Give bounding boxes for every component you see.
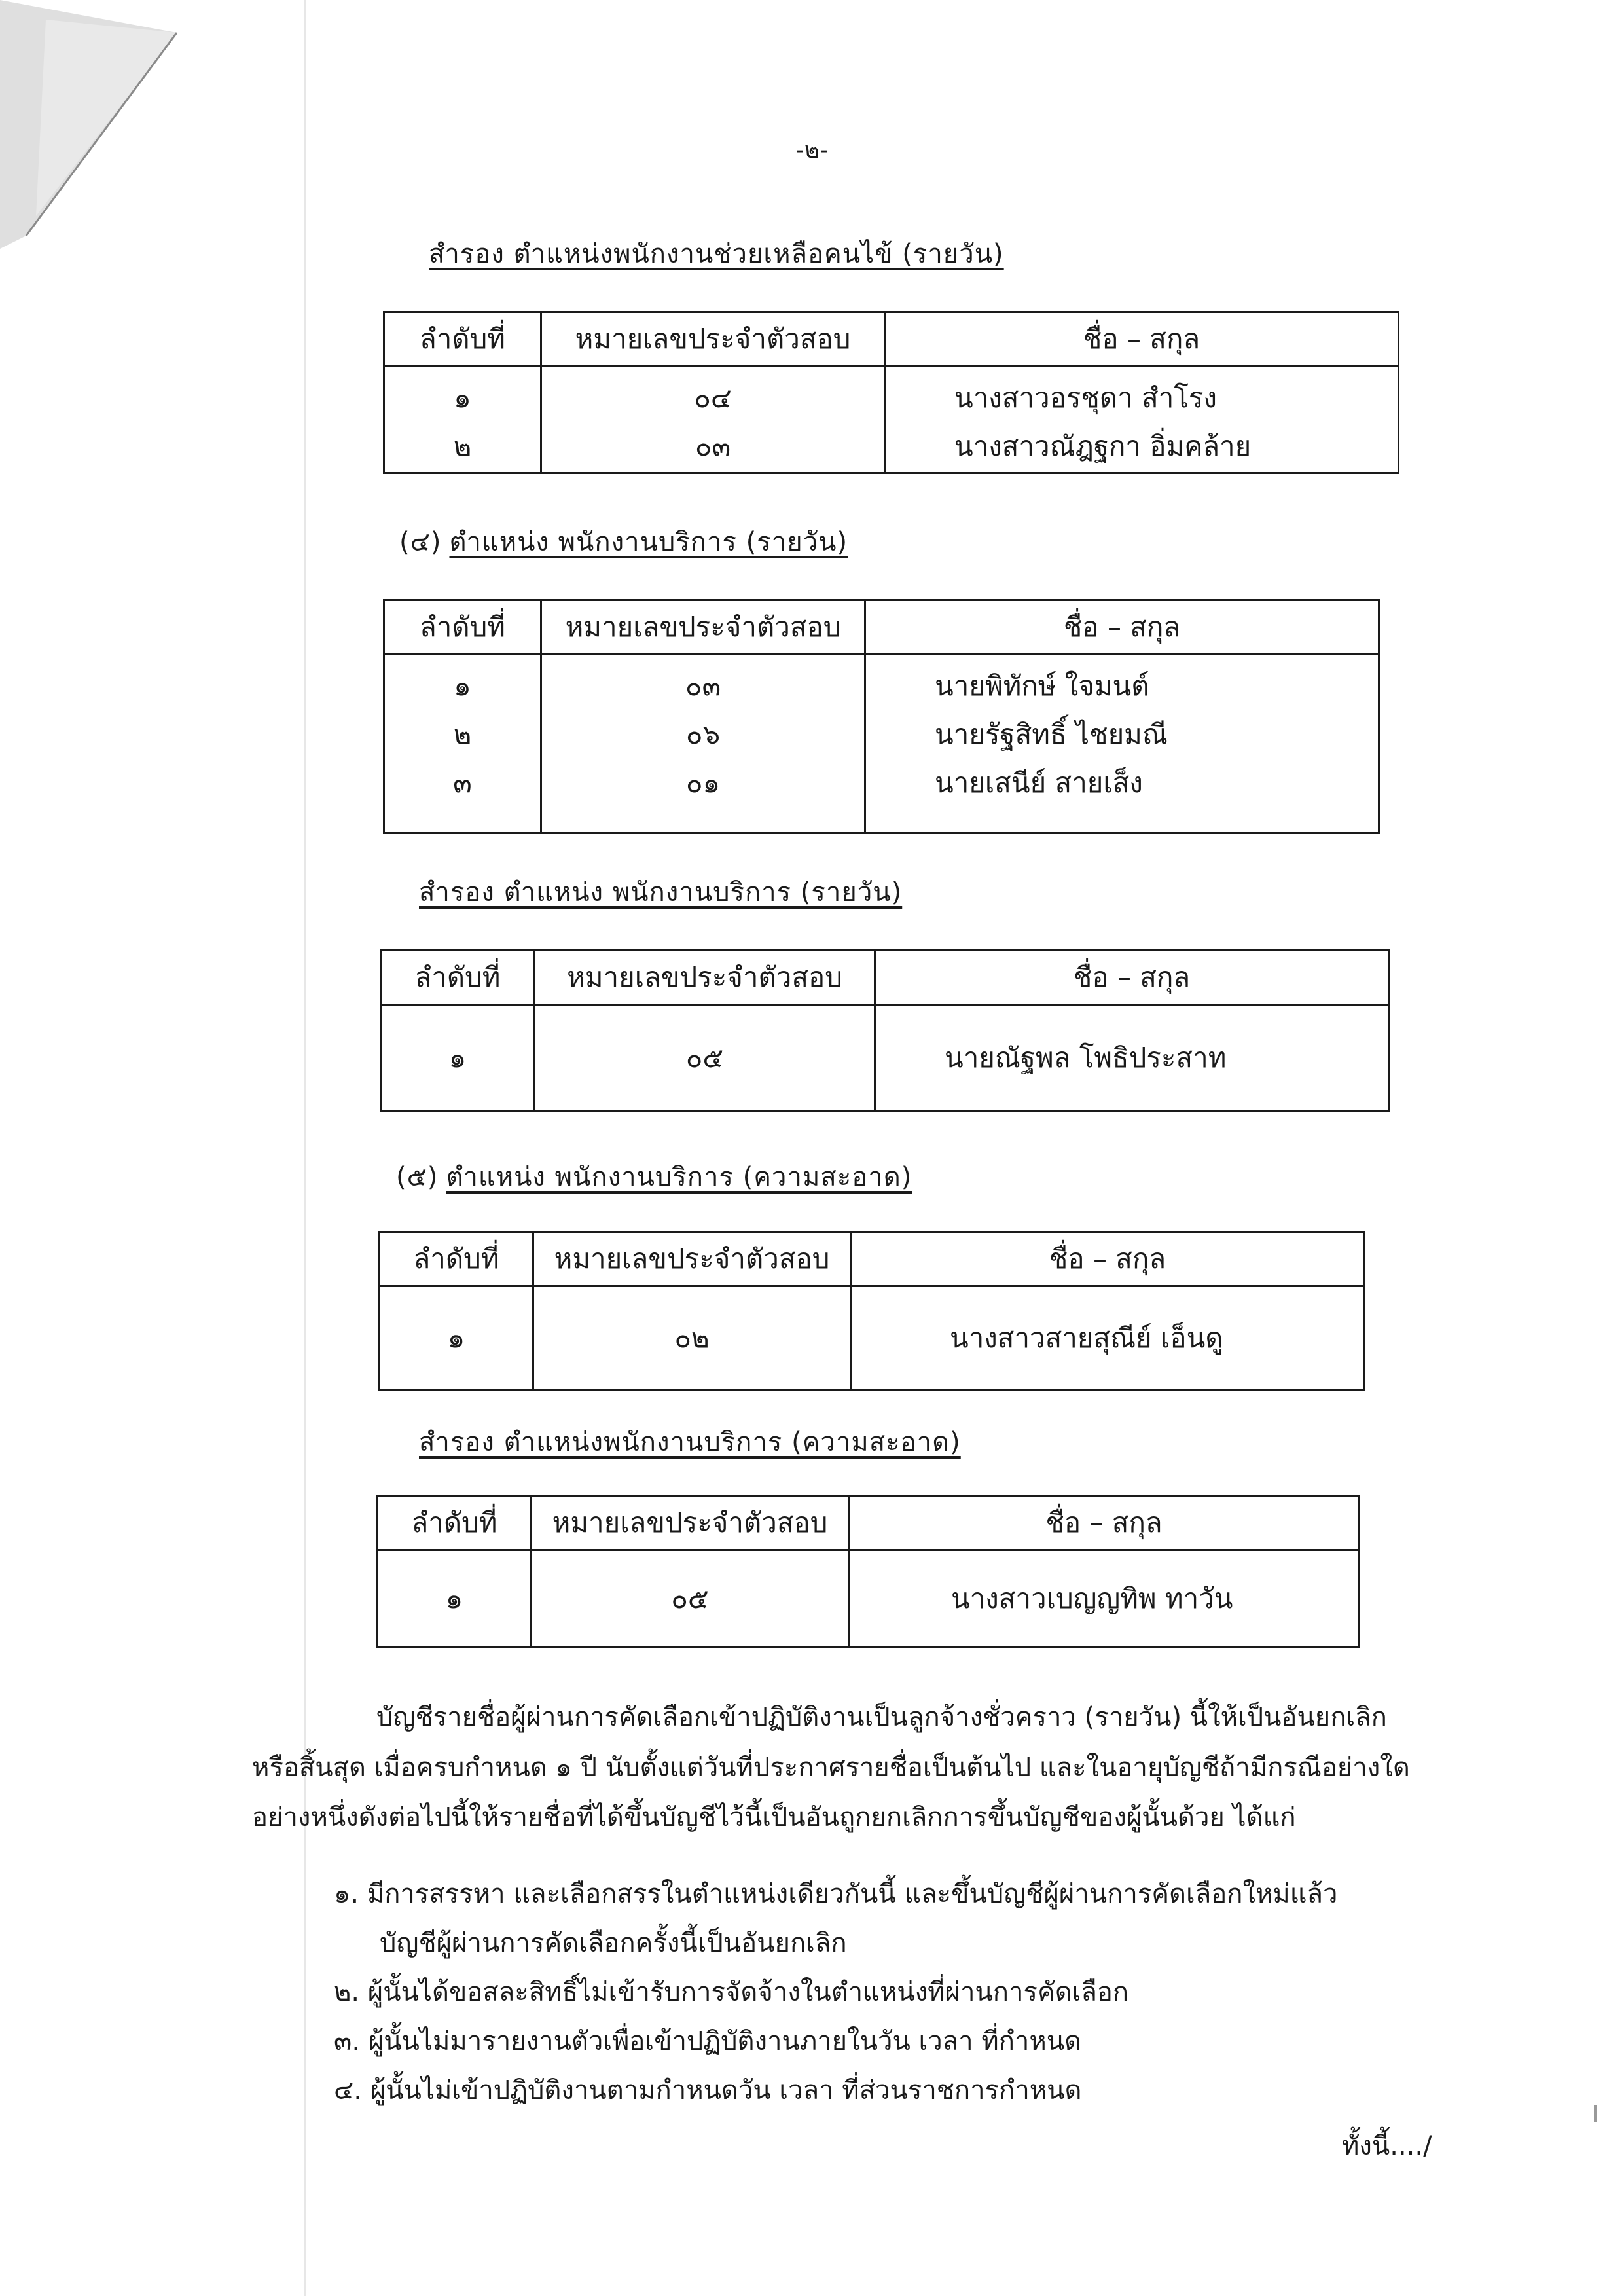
section-heading-reserve-patient-aide	[429, 232, 1004, 274]
table-header-row	[384, 312, 1399, 367]
exam-no-cell: ๐๒	[533, 1286, 851, 1390]
name-cell: นายณัฐพล โพธิประสาท	[875, 1005, 1389, 1112]
name-cell: นางสาวอรชุดา สำโรง	[954, 382, 1217, 414]
order-cell: ๒	[453, 718, 472, 750]
column-header-exam-no: หมายเลขประจำตัวสอบ	[541, 312, 885, 367]
continuation-marker: ทั้งนี้..../	[1342, 2131, 1432, 2161]
exam-no-cell: ๐๔	[694, 382, 732, 414]
section-heading-text: สำรอง ตำแหน่งพนักงานช่วยเหลือคนไข้ (รายวัน)	[429, 239, 1004, 269]
exam-no-cell: ๐๑	[685, 767, 721, 799]
scan-binding-line	[304, 0, 306, 2296]
roster-table-reserve-service-staff-daily	[380, 949, 1390, 1112]
section-heading-text: ตำแหน่ง พนักงานบริการ (ความสะอาด)	[446, 1162, 912, 1192]
paragraph-line-2: หรือสิ้นสุด เมื่อครบกำหนด ๑ ปี นับตั้งแต่วันที่ประกาศรายชื่อเป็นต้นไป และในอายุบัญชีถ้ามีกรณีอย่างใด	[252, 1753, 1410, 1783]
exam-no-cell: ๐๕	[535, 1005, 875, 1112]
column-header-exam-no: หมายเลขประจำตัวสอบ	[541, 600, 865, 655]
table-header-row	[381, 951, 1389, 1005]
column-header-name: ชื่อ – สกุล	[885, 312, 1399, 367]
name-cell: นายรัฐสิทธิ์ ไชยมณี	[935, 718, 1168, 750]
section-number: (๕)	[396, 1162, 439, 1192]
column-header-exam-no: หมายเลขประจำตัวสอบ	[533, 1232, 851, 1286]
table-header-row	[380, 1232, 1365, 1286]
table-header-row	[378, 1496, 1360, 1550]
order-cell: ๑	[381, 1005, 535, 1112]
table-row	[378, 1550, 1360, 1647]
condition-item-3: ๓. ผู้นั้นไม่มารายงานตัวเพื่อเข้าปฏิบัติงานภายในวัน เวลา ที่กำหนด	[334, 2026, 1082, 2056]
section-number: (๔)	[399, 527, 442, 557]
paragraph-line-1: บัญชีรายชื่อผู้ผ่านการคัดเลือกเข้าปฏิบัติงานเป็นลูกจ้างชั่วคราว (รายวัน) นี้ให้เป็นอันยกเลิก	[376, 1702, 1387, 1732]
table-body-row	[384, 655, 1379, 833]
column-header-order: ลำดับที่	[384, 312, 541, 367]
exam-no-cell: ๐๖	[685, 718, 721, 750]
scan-edge-mark	[1594, 2105, 1597, 2122]
exam-no-cell: ๐๕	[532, 1550, 849, 1647]
section-heading-reserve-service-staff-cleaning	[419, 1421, 961, 1463]
section-heading-service-staff-daily	[399, 520, 848, 562]
column-header-exam-no: หมายเลขประจำตัวสอบ	[535, 951, 875, 1005]
table-header-row	[384, 600, 1379, 655]
roster-table-reserve-service-staff-cleaning	[376, 1495, 1360, 1648]
name-cell: นายเสนีย์ สายเส็ง	[935, 767, 1143, 799]
column-header-exam-no: หมายเลขประจำตัวสอบ	[532, 1496, 849, 1550]
condition-item-1: ๑. มีการสรรหา และเลือกสรรในตำแหน่งเดียวกันนี้ และขึ้นบัญชีผู้ผ่านการคัดเลือกใหม่แล้ว	[334, 1879, 1338, 1909]
section-heading-service-staff-cleaning	[396, 1156, 912, 1197]
column-header-name: ชื่อ – สกุล	[875, 951, 1389, 1005]
order-cell: ๒	[453, 430, 472, 462]
section-heading-text: สำรอง ตำแหน่ง พนักงานบริการ (รายวัน)	[419, 877, 903, 907]
column-header-order: ลำดับที่	[381, 951, 535, 1005]
condition-item-1-continued: บัญชีผู้ผ่านการคัดเลือกครั้งนี้เป็นอันยกเลิก	[380, 1928, 847, 1958]
table-row	[380, 1286, 1365, 1390]
roster-table-reserve-patient-aide	[383, 311, 1399, 474]
section-heading-text: สำรอง ตำแหน่งพนักงานบริการ (ความสะอาด)	[419, 1427, 961, 1457]
section-heading-reserve-service-staff-daily	[419, 871, 902, 913]
table-row	[381, 1005, 1389, 1112]
column-header-order: ลำดับที่	[380, 1232, 533, 1286]
section-heading-text: ตำแหน่ง พนักงานบริการ (รายวัน)	[449, 527, 848, 557]
column-header-name: ชื่อ – สกุล	[851, 1232, 1365, 1286]
exam-no-cell: ๐๓	[695, 430, 731, 462]
name-cell: นางสาวสายสุณีย์ เอ็นดู	[851, 1286, 1365, 1390]
condition-item-4: ๔. ผู้นั้นไม่เข้าปฏิบัติงานตามกำหนดวัน เวลา ที่ส่วนราชการกำหนด	[334, 2075, 1082, 2105]
paragraph-line-3: อย่างหนึ่งดังต่อไปนี้ให้รายชื่อที่ได้ขึ้นบัญชีไว้นี้เป็นอันถูกยกเลิกการขึ้นบัญชีของผู้นั้นด้วย ได้แก่	[252, 1802, 1296, 1832]
exam-no-cell: ๐๓	[685, 670, 721, 702]
order-cell: ๑	[454, 670, 471, 702]
column-header-name: ชื่อ – สกุล	[865, 600, 1379, 655]
roster-table-service-staff-daily	[383, 599, 1380, 834]
order-cell: ๑	[380, 1286, 533, 1390]
name-cell: นายพิทักษ์ ใจมนต์	[935, 670, 1149, 702]
order-cell: ๑	[378, 1550, 532, 1647]
order-cell: ๑	[454, 382, 471, 414]
column-header-name: ชื่อ – สกุล	[849, 1496, 1360, 1550]
column-header-order: ลำดับที่	[384, 600, 541, 655]
order-cell: ๓	[453, 767, 472, 799]
column-header-order: ลำดับที่	[378, 1496, 532, 1550]
page-number: -๒-	[795, 137, 829, 164]
condition-item-2: ๒. ผู้นั้นได้ขอสละสิทธิ์ไม่เข้ารับการจัดจ้างในตำแหน่งที่ผ่านการคัดเลือก	[334, 1977, 1129, 2007]
name-cell: นางสาวเบญญทิพ ทาวัน	[849, 1550, 1360, 1647]
name-cell: นางสาวณัฎฐกา อิ่มคล้าย	[954, 430, 1252, 462]
roster-table-service-staff-cleaning	[378, 1231, 1365, 1391]
folded-corner-shadow	[0, 0, 196, 249]
table-body-row	[384, 367, 1399, 473]
